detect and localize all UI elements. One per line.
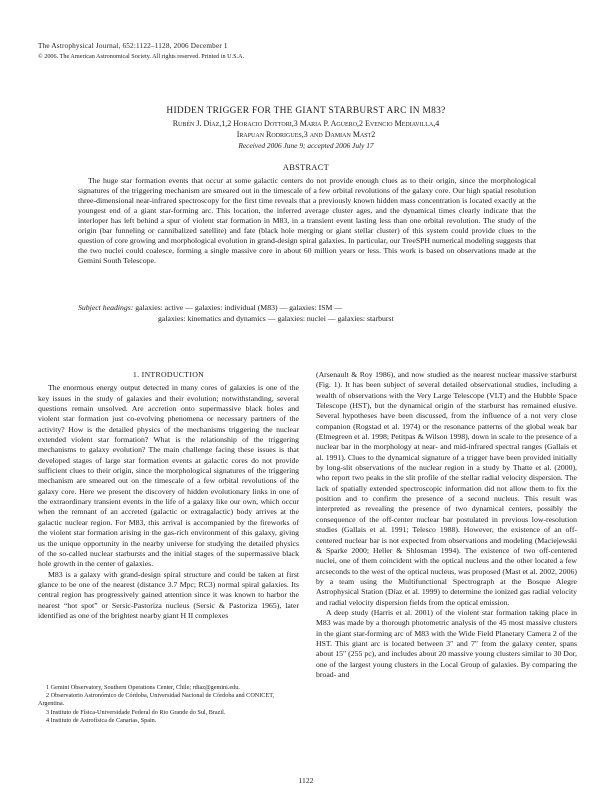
right-column bbox=[316, 370, 577, 680]
right-paragraph-1: (Arsenault & Roy 1986), and now studied as the nearest nuclear massive starburst (Fig. 1). It has been subject of several detailed observational studies, including a wealth of observations with the Very Large Telescope (VLT) and the Hubble Space Telescope (HST), but the dynamical origin of the starburst has remained elusive. Several hypotheses have been discussed, from the influence of a not very close companion (Rogstad et al. 1974) or the resonance patterns of the global weak bar (Elmegreen et al. 1998; Petitpas & Wilson 1998), down in scale to the presence of a nuclear bar in the morphology at near- and mid-infrared spectral ranges (Gallais et al. 1991). Clues to the dynamical signature of a trigger have been provided initially by long-slit observations of the nuclear region in a study by Thatte et al. (2000), who report two peaks in the slit profile of the stellar radial velocity dispersion. The lack of spatially extended spectroscopic information did not allow them to fix the position and to confirm the presence of a second nucleus. This result was interpreted as revealing the presence of two dynamical centers, possibly the consequence of the off-center nuclear bar postulated in previous low-resolution studies (Gallais et al. 1991; Telesco 1988). However, the existence of an off-centered nuclear bar is not expected from observations and modeling (Maciejewski & Sparke 2000; Heller & Shlosman 1994). The existence of two off-centered nuclei, one of them coincident with the optical nucleus and the other located a few arcseconds to the west of the optical nucleus, was proposed (Mast et al. 2002, 2006) by a team using the Multifunctional Spectrograph at the Bosque Alegre Astrophysical Station (Díaz et al. 1999) to determine the ionized gas radial velocity and radial velocity dispersion fields from the optical emission. bbox=[316, 370, 577, 607]
footnote-1: 1 Gemini Observatory, Southern Operations Center, Chile; rdiaz@gemini.edu. bbox=[46, 684, 240, 691]
paper-title: HIDDEN TRIGGER FOR THE GIANT STARBURST ARC IN M83? bbox=[166, 106, 446, 116]
authors-line-1: Rubén J. Díaz,1,2 Horacio Dottori,3 Maria P. Aguero,2 Evencio Mediavilla,4 bbox=[172, 119, 440, 128]
intro-paragraph-1: The enormous energy output detected in many cores of galaxies is one of the key issues in the study of galaxies and their evolution; notwithstanding, several questions remain unsolved. Are accretion onto supermassive black holes and violent star formation just co-evolving phenomena or necessary partners of the activity? How is the detailed physics of the mechanisms triggering the nuclear extended violent star formation? What is the relationship of the triggering mechanisms to galaxy evolution? The main challenge facing these issues is that developed stages of large star formation events at galactic cores do not provide sufficient clues to their origin, since the morphological signatures of the triggering mechanism are smeared out on the timescale of a few orbital revolutions of the galaxy core. Here we present the discovery of hidden evolutionary links in one of the extraordinary transient events in the life of a galaxy like our own, which occur when the remnant of an accreted (galactic or extragalactic) body arrives at the galactic nuclear region. For M83, this arrival is accompanied by the fireworks of the violent star formation arising in the gas-rich environment of this galaxy, giving us the unique opportunity in the nearby universe for studying the detailed physics of the so-called nuclear starbursts and the initial stages of the supermassive black hole growth in the center of galaxies. bbox=[38, 383, 299, 569]
abstract-text: The huge star formation events that occur at some galactic centers do not provide enough clues as to their origin, since the morphological signatures of the triggering mechanism are smeared out in the timescale of a few orbital revolutions of the galaxy core. Our high spatial resolution three-dimensional near-infrared spectroscopy for the first time reveals that a previously known hidden mass concentration is located exactly at the youngest end of a giant star-forming arc. This location, the inferred average cluster ages, and the dynamical times clearly indicate that the interloper has left behind a spur of violent star formation in M83, in a transient event lasting less than one orbital revolution. The study of the origin (bar funneling or cannibalized satellite) and fate (black hole merging or giant stellar cluster) of this system could provide clues to the question of core growing and morphological evolution in grand-design spiral galaxies. In particular, our TreeSPH numerical modeling suggests that the two nuclei could coalesce, forming a single massive core in about 60 million years or less. This work is based on observations made at the Gemini South Telescope. bbox=[78, 176, 536, 265]
copyright-line: © 2006. The American Astronomical Society. All rights reserved. Printed in U.S.A. bbox=[38, 53, 245, 60]
footnote-4: 4 Instituto de Astrofísica de Canarias, Spain. bbox=[46, 716, 157, 724]
intro-heading: 1. INTRODUCTION bbox=[132, 370, 205, 379]
subject-headings bbox=[78, 302, 538, 324]
subject-line-2: galaxies: kinematics and dynamics — galaxies: nuclei — galaxies: starburst bbox=[158, 314, 394, 323]
author-list bbox=[60, 118, 552, 140]
abstract-heading: ABSTRACT bbox=[282, 163, 330, 172]
authors-line-2: Irapuan Rodrigues,3 and Damian Mast2 bbox=[236, 130, 376, 139]
right-paragraph-2: A deep study (Harris et al. 2001) of the violent star formation taking place in M83 was made by a thorough photometric analysis of the 45 most massive clusters in the giant star-forming arc of M83 with the Wide Field Planetary Camera 2 of the HST. This giant arc is located between 3″ and 7″ from the galaxy center, spans about 15″ (255 pc), and includes about 20 massive young clusters similar to 30 Dor, one of the largest young clusters in the Local Group of galaxies. By comparing the broad- and bbox=[316, 607, 577, 679]
journal-header: The Astrophysical Journal, 652:1122–1128, 2006 December 1 bbox=[38, 42, 228, 50]
left-column bbox=[38, 370, 299, 621]
received-dates: Received 2006 June 9; accepted 2006 July 17 bbox=[238, 141, 374, 150]
subject-line-1: galaxies: active — galaxies: individual (M83) — galaxies: ISM — bbox=[135, 303, 343, 312]
footnote-2: 2 Observatorio Astronómico de Córdoba, Universidad Nacional de Córdoba and CONICET, Argentina. bbox=[38, 692, 275, 708]
subject-label: Subject headings: bbox=[78, 303, 134, 312]
page-number: 1122 bbox=[298, 776, 314, 785]
footnote-3: 3 Instituto de Física-Universidade Federal do Rio Grande do Sul, Brazil. bbox=[46, 708, 226, 716]
intro-paragraph-2: M83 is a galaxy with grand-design spiral structure and could be taken at first glance to be one of the nearest (distance 3.7 Mpc; RC3) normal spiral galaxies. Its central region has progressively gained attention since it was known to harbor the nearest “hot spot” or Sersic-Pastoriza nucleus (Sersic & Pastoriza 1965), later identified as one of the brightest nearby giant H II complexes bbox=[38, 569, 299, 620]
footnotes bbox=[38, 684, 299, 725]
